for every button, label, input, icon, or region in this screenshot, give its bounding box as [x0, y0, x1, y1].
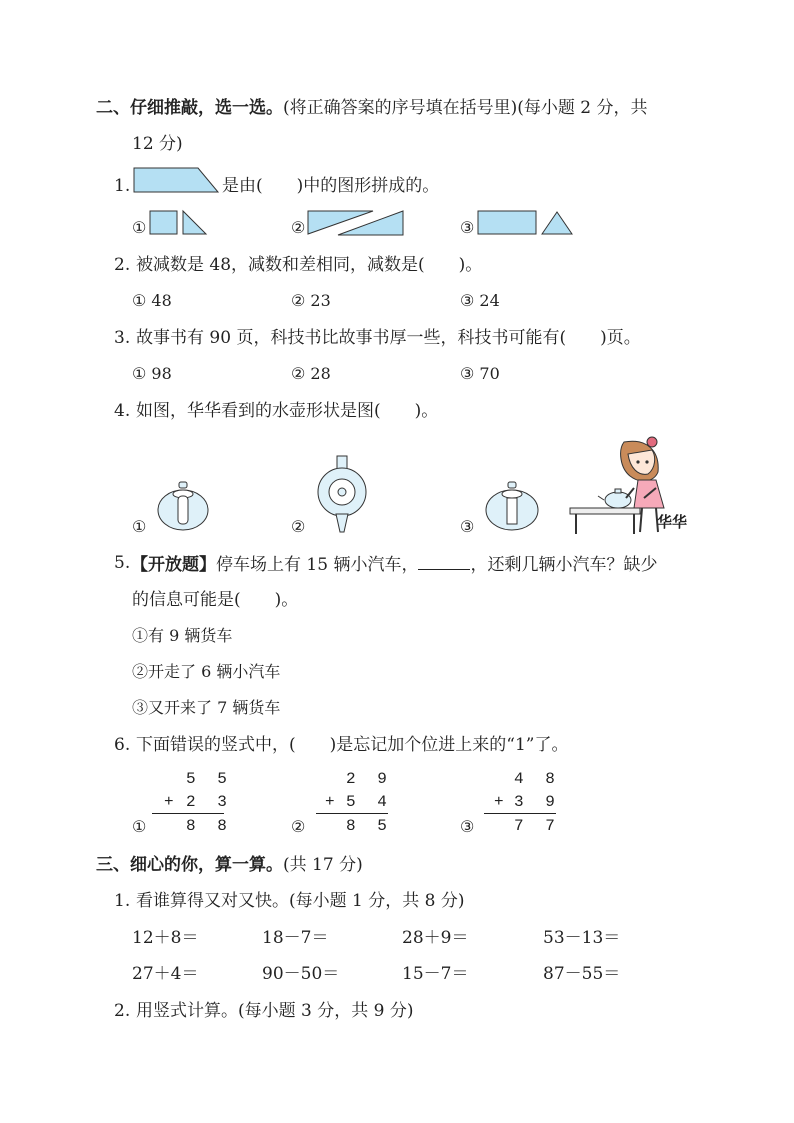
s3-q2-number: 2.: [114, 1001, 131, 1021]
q5-option-2: ②开走了 6 辆小汽车: [132, 662, 281, 681]
q6-calc-2-op: +: [325, 793, 341, 811]
q6-calc-3-op: +: [494, 793, 510, 811]
q1-option-3-label: ③: [460, 218, 475, 237]
q6-calc-3-line: [484, 813, 556, 814]
q1-text: 是由( )中的图形拼成的。: [222, 176, 440, 196]
q6-option-2-label: ②: [291, 817, 306, 836]
q4-number: 4.: [114, 401, 131, 421]
q4-text: 如图，华华看到的水壶形状是图( )。: [136, 401, 439, 421]
q1-trapezoid-figure: [134, 168, 220, 194]
calc-item: 18－7＝: [262, 928, 329, 948]
q6-calc-3-result: 7 7: [514, 817, 561, 835]
q6-calc-3-top: 4 8: [514, 770, 561, 788]
calc-item: 90－50＝: [262, 964, 340, 984]
q4-name-label: 华华: [657, 513, 688, 531]
section-3-score: (共 17 分): [283, 855, 363, 875]
q6-option-3-label: ③: [460, 817, 475, 836]
q1-option-1-label: ①: [132, 218, 147, 237]
q2-option-2: ② 23: [291, 291, 331, 310]
q2-option-1: ① 48: [132, 291, 172, 310]
q4-option-1-teapot-side-icon: [155, 482, 211, 534]
q1-option-1-figure: [150, 211, 210, 235]
q4-option-3-teapot-front-icon: [483, 482, 541, 534]
section-2-score: (每小题 2 分，共: [517, 98, 648, 118]
q5-text-part-c: 的信息可能是( )。: [132, 590, 299, 610]
q4-option-1-label: ①: [132, 517, 147, 536]
q1-number: 1.: [114, 176, 131, 196]
calc-item: 87－55＝: [543, 964, 621, 984]
q6-calc-2-bottom: 5 4: [346, 793, 393, 811]
q3-text: 故事书有 90 页，科技书比故事书厚一些，科技书可能有( )页。: [136, 328, 641, 348]
q2-number: 2.: [114, 255, 131, 275]
q6-calc-1-top: 5 5: [186, 770, 233, 788]
q2-text: 被减数是 48，减数和差相同，减数是( )。: [136, 255, 483, 275]
s3-q2-text: 用竖式计算。(每小题 3 分，共 9 分): [136, 1001, 414, 1021]
section-2-score-cont: 12 分): [132, 134, 183, 154]
q6-number: 6.: [114, 735, 131, 755]
q3-option-1: ① 98: [132, 364, 172, 383]
q3-number: 3.: [114, 328, 131, 348]
section-3-title: [96, 857, 363, 874]
q5-number: 5.: [114, 553, 131, 573]
q6-calc-3-bottom: 3 9: [514, 793, 561, 811]
q6-option-1-label: ①: [132, 817, 147, 836]
q4-option-2-teapot-top-icon: [316, 456, 368, 536]
q6-calc-1-op: +: [164, 793, 180, 811]
q5-option-3: ③又开来了 7 辆货车: [132, 698, 281, 717]
q6-calc-1-bottom: 2 3: [186, 793, 233, 811]
q6-text: 下面错误的竖式中，( )是忘记加个位进上来的“1”了。: [136, 735, 569, 755]
q5-answer-blank[interactable]: [418, 555, 470, 570]
section-2-title: [96, 100, 648, 117]
s3-q1-text: 看谁算得又对又快。(每小题 1 分，共 8 分): [136, 891, 465, 911]
q1-option-2-figure: [308, 211, 408, 237]
q5-line-1: [131, 555, 657, 574]
q5-option-1: ①有 9 辆货车: [132, 626, 233, 645]
calc-item: 12＋8＝: [132, 928, 199, 948]
q6-calc-2-top: 2 9: [346, 770, 393, 788]
q6-calc-1-line: [152, 813, 224, 814]
q3-option-2: ② 28: [291, 364, 331, 383]
q6-calc-1-result: 8 8: [186, 817, 233, 835]
calc-item: 27＋4＝: [132, 964, 199, 984]
calc-item: 53－13＝: [543, 928, 621, 948]
calc-item: 15－7＝: [402, 964, 469, 984]
q5-text-part-a: 停车场上有 15 辆小汽车，: [216, 555, 419, 575]
section-2-instruction: (将正确答案的序号填在括号里): [283, 98, 518, 118]
q4-option-2-label: ②: [291, 517, 306, 536]
section-3-heading: 三、细心的你，算一算。: [96, 855, 283, 875]
s3-q1-number: 1.: [114, 891, 131, 911]
q1-option-3-figure: [478, 210, 578, 236]
q3-option-3: ③ 70: [460, 364, 500, 383]
q2-option-3: ③ 24: [460, 291, 500, 310]
q5-open-tag: 【开放题】: [131, 555, 216, 575]
q1-option-2-label: ②: [291, 218, 306, 237]
section-2-heading: 二、仔细推敲，选一选。: [96, 98, 283, 118]
q4-option-3-label: ③: [460, 517, 475, 536]
q5-text-part-b: ，还剩几辆小汽车？缺少: [470, 555, 658, 575]
q6-calc-2-result: 8 5: [346, 817, 393, 835]
calc-item: 28＋9＝: [402, 928, 469, 948]
q6-calc-2-line: [316, 813, 388, 814]
